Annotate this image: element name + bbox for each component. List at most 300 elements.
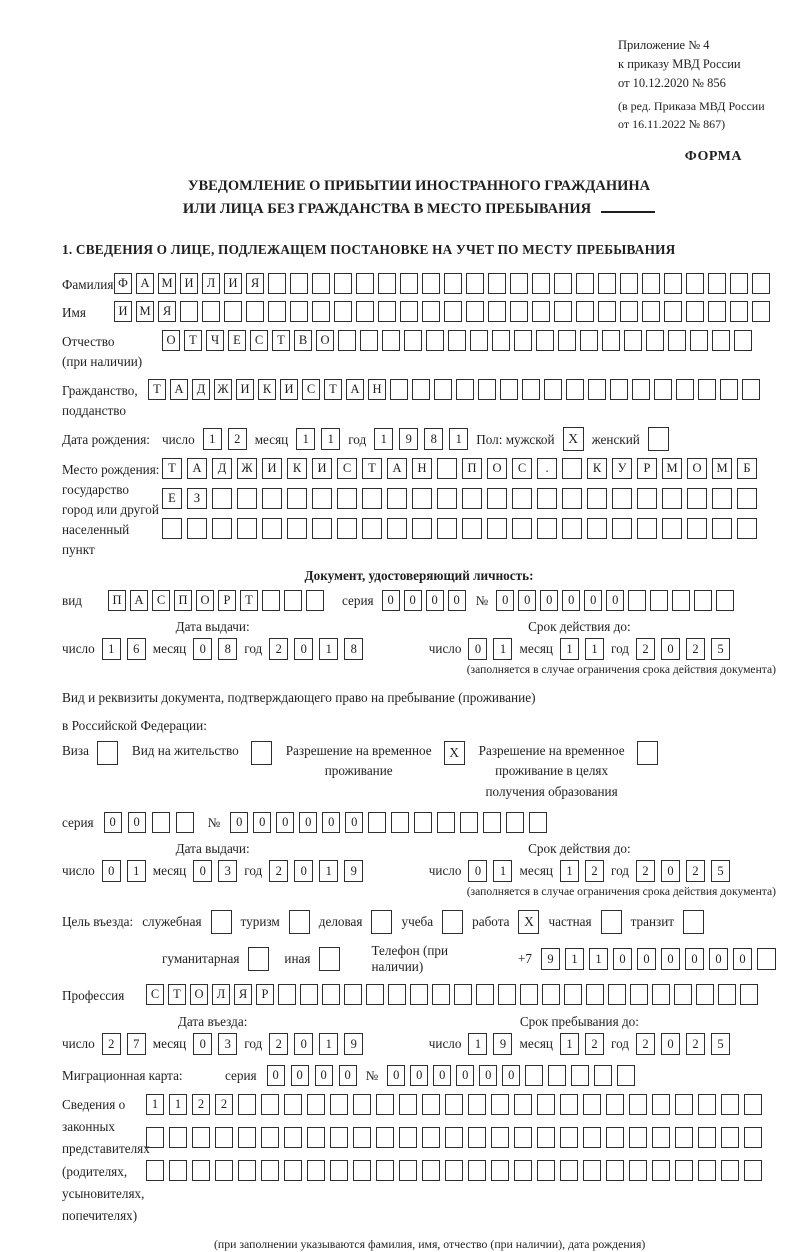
- form-cell[interactable]: [548, 1065, 566, 1086]
- form-cell[interactable]: 0: [448, 590, 466, 611]
- form-cell[interactable]: [510, 301, 528, 322]
- form-cell[interactable]: [744, 1127, 762, 1148]
- form-cell[interactable]: [362, 488, 382, 509]
- purpose-tourism-checkbox[interactable]: [289, 910, 310, 934]
- form-cell[interactable]: [562, 488, 582, 509]
- form-cell[interactable]: [740, 984, 758, 1005]
- form-cell[interactable]: [434, 379, 452, 400]
- form-cell[interactable]: [334, 301, 352, 322]
- form-cell[interactable]: [675, 1160, 693, 1181]
- form-cell[interactable]: [444, 273, 462, 294]
- form-cell[interactable]: [488, 301, 506, 322]
- form-cell[interactable]: [404, 330, 422, 351]
- form-cell[interactable]: [437, 812, 455, 833]
- form-cell[interactable]: [610, 379, 628, 400]
- form-cell[interactable]: [437, 458, 457, 479]
- form-cell[interactable]: [696, 984, 714, 1005]
- form-cell[interactable]: Ж: [237, 458, 257, 479]
- form-cell[interactable]: 2: [636, 860, 655, 882]
- form-cell[interactable]: И: [114, 301, 132, 322]
- form-cell[interactable]: [721, 1094, 739, 1115]
- form-cell[interactable]: 0: [502, 1065, 520, 1086]
- form-cell[interactable]: [169, 1160, 187, 1181]
- form-cell[interactable]: [537, 488, 557, 509]
- form-cell[interactable]: [456, 379, 474, 400]
- form-cell[interactable]: [675, 1094, 693, 1115]
- form-cell[interactable]: [730, 273, 748, 294]
- form-cell[interactable]: [412, 518, 432, 539]
- form-cell[interactable]: 0: [433, 1065, 451, 1086]
- form-cell[interactable]: [237, 488, 257, 509]
- form-cell[interactable]: [290, 301, 308, 322]
- form-cell[interactable]: К: [258, 379, 276, 400]
- form-cell[interactable]: 2: [585, 1033, 604, 1055]
- form-cell[interactable]: [652, 1094, 670, 1115]
- form-cell[interactable]: 0: [253, 812, 271, 833]
- form-cell[interactable]: А: [387, 458, 407, 479]
- form-cell[interactable]: О: [687, 458, 707, 479]
- form-cell[interactable]: 0: [468, 860, 487, 882]
- form-cell[interactable]: [432, 984, 450, 1005]
- form-cell[interactable]: А: [170, 379, 188, 400]
- form-cell[interactable]: 0: [230, 812, 248, 833]
- form-cell[interactable]: А: [136, 273, 154, 294]
- form-cell[interactable]: [422, 301, 440, 322]
- purpose-official-checkbox[interactable]: [211, 910, 232, 934]
- form-cell[interactable]: 1: [560, 1033, 579, 1055]
- form-cell[interactable]: [514, 1094, 532, 1115]
- form-cell[interactable]: [537, 1160, 555, 1181]
- form-cell[interactable]: [391, 812, 409, 833]
- form-cell[interactable]: 0: [496, 590, 514, 611]
- form-cell[interactable]: [202, 301, 220, 322]
- form-cell[interactable]: 1: [169, 1094, 187, 1115]
- form-cell[interactable]: [674, 984, 692, 1005]
- form-cell[interactable]: [698, 1094, 716, 1115]
- form-cell[interactable]: [312, 488, 332, 509]
- form-cell[interactable]: [444, 301, 462, 322]
- form-cell[interactable]: 3: [218, 860, 237, 882]
- form-cell[interactable]: [537, 1094, 555, 1115]
- form-cell[interactable]: [744, 1094, 762, 1115]
- form-cell[interactable]: 5: [711, 860, 730, 882]
- form-cell[interactable]: [514, 330, 532, 351]
- form-cell[interactable]: Д: [192, 379, 210, 400]
- form-cell[interactable]: 0: [339, 1065, 357, 1086]
- form-cell[interactable]: [192, 1127, 210, 1148]
- form-cell[interactable]: [664, 301, 682, 322]
- form-cell[interactable]: [580, 330, 598, 351]
- form-cell[interactable]: [606, 1160, 624, 1181]
- form-cell[interactable]: [400, 273, 418, 294]
- form-cell[interactable]: [246, 301, 264, 322]
- form-cell[interactable]: [376, 1094, 394, 1115]
- form-cell[interactable]: [525, 1065, 543, 1086]
- form-cell[interactable]: 8: [218, 638, 237, 660]
- form-cell[interactable]: А: [346, 379, 364, 400]
- form-cell[interactable]: Т: [240, 590, 258, 611]
- form-cell[interactable]: [290, 273, 308, 294]
- form-cell[interactable]: [564, 984, 582, 1005]
- form-cell[interactable]: 0: [606, 590, 624, 611]
- form-cell[interactable]: 0: [410, 1065, 428, 1086]
- form-cell[interactable]: [212, 488, 232, 509]
- form-cell[interactable]: [344, 984, 362, 1005]
- form-cell[interactable]: [576, 273, 594, 294]
- form-cell[interactable]: [566, 379, 584, 400]
- form-cell[interactable]: [410, 984, 428, 1005]
- form-cell[interactable]: [558, 330, 576, 351]
- form-cell[interactable]: [560, 1127, 578, 1148]
- form-cell[interactable]: О: [162, 330, 180, 351]
- form-cell[interactable]: [492, 330, 510, 351]
- form-cell[interactable]: 0: [294, 860, 313, 882]
- form-cell[interactable]: 1: [560, 860, 579, 882]
- form-cell[interactable]: И: [236, 379, 254, 400]
- form-cell[interactable]: 8: [344, 638, 363, 660]
- form-cell[interactable]: [612, 488, 632, 509]
- form-cell[interactable]: [399, 1094, 417, 1115]
- form-cell[interactable]: [491, 1094, 509, 1115]
- form-cell[interactable]: [422, 1094, 440, 1115]
- form-cell[interactable]: 0: [315, 1065, 333, 1086]
- form-cell[interactable]: [730, 301, 748, 322]
- form-cell[interactable]: И: [180, 273, 198, 294]
- form-cell[interactable]: [629, 1094, 647, 1115]
- form-cell[interactable]: [712, 330, 730, 351]
- form-cell[interactable]: [690, 330, 708, 351]
- form-cell[interactable]: 1: [319, 860, 338, 882]
- form-cell[interactable]: [307, 1127, 325, 1148]
- form-cell[interactable]: [576, 301, 594, 322]
- form-cell[interactable]: [312, 301, 330, 322]
- form-cell[interactable]: [262, 518, 282, 539]
- form-cell[interactable]: М: [662, 458, 682, 479]
- form-cell[interactable]: [238, 1094, 256, 1115]
- form-cell[interactable]: Т: [362, 458, 382, 479]
- form-cell[interactable]: [672, 590, 690, 611]
- form-cell[interactable]: [520, 984, 538, 1005]
- form-cell[interactable]: [460, 812, 478, 833]
- form-cell[interactable]: 0: [322, 812, 340, 833]
- form-cell[interactable]: [506, 812, 524, 833]
- form-cell[interactable]: 0: [733, 948, 752, 970]
- form-cell[interactable]: А: [187, 458, 207, 479]
- form-cell[interactable]: [737, 518, 757, 539]
- form-cell[interactable]: [261, 1127, 279, 1148]
- form-cell[interactable]: [262, 590, 280, 611]
- form-cell[interactable]: 0: [193, 860, 212, 882]
- form-cell[interactable]: 1: [468, 1033, 487, 1055]
- form-cell[interactable]: 9: [344, 1033, 363, 1055]
- form-cell[interactable]: [721, 1127, 739, 1148]
- form-cell[interactable]: 9: [399, 428, 418, 450]
- purpose-work-checkbox[interactable]: X: [518, 910, 539, 934]
- form-cell[interactable]: [712, 488, 732, 509]
- purpose-private-checkbox[interactable]: [601, 910, 622, 934]
- form-cell[interactable]: [338, 330, 356, 351]
- form-cell[interactable]: [687, 488, 707, 509]
- form-cell[interactable]: В: [294, 330, 312, 351]
- form-cell[interactable]: [146, 1160, 164, 1181]
- form-cell[interactable]: К: [587, 458, 607, 479]
- form-cell[interactable]: [312, 273, 330, 294]
- temporary-residence-education-checkbox[interactable]: [637, 741, 658, 765]
- form-cell[interactable]: И: [262, 458, 282, 479]
- form-cell[interactable]: [752, 273, 770, 294]
- form-cell[interactable]: 1: [493, 860, 512, 882]
- sex-male-checkbox[interactable]: X: [563, 427, 584, 451]
- form-cell[interactable]: [617, 1065, 635, 1086]
- form-cell[interactable]: [146, 1127, 164, 1148]
- form-cell[interactable]: [642, 301, 660, 322]
- form-cell[interactable]: 2: [269, 860, 288, 882]
- form-cell[interactable]: [554, 273, 572, 294]
- form-cell[interactable]: 1: [127, 860, 146, 882]
- form-cell[interactable]: [718, 984, 736, 1005]
- form-cell[interactable]: 0: [540, 590, 558, 611]
- form-cell[interactable]: [560, 1160, 578, 1181]
- form-cell[interactable]: [583, 1127, 601, 1148]
- form-cell[interactable]: [602, 330, 620, 351]
- form-cell[interactable]: 0: [613, 948, 632, 970]
- form-cell[interactable]: Б: [737, 458, 757, 479]
- form-cell[interactable]: [483, 812, 501, 833]
- form-cell[interactable]: 0: [637, 948, 656, 970]
- form-cell[interactable]: 0: [299, 812, 317, 833]
- form-cell[interactable]: [353, 1127, 371, 1148]
- form-cell[interactable]: [587, 488, 607, 509]
- form-cell[interactable]: [536, 330, 554, 351]
- form-cell[interactable]: [426, 330, 444, 351]
- form-cell[interactable]: М: [136, 301, 154, 322]
- purpose-transit-checkbox[interactable]: [683, 910, 704, 934]
- form-cell[interactable]: 0: [518, 590, 536, 611]
- form-cell[interactable]: Т: [272, 330, 290, 351]
- form-cell[interactable]: [686, 301, 704, 322]
- form-cell[interactable]: [637, 488, 657, 509]
- form-cell[interactable]: 3: [218, 1033, 237, 1055]
- form-cell[interactable]: [652, 984, 670, 1005]
- form-cell[interactable]: [284, 1094, 302, 1115]
- form-cell[interactable]: [583, 1160, 601, 1181]
- form-cell[interactable]: [238, 1127, 256, 1148]
- form-cell[interactable]: [268, 301, 286, 322]
- form-cell[interactable]: 8: [424, 428, 443, 450]
- form-cell[interactable]: [752, 301, 770, 322]
- form-cell[interactable]: [466, 301, 484, 322]
- form-cell[interactable]: [278, 984, 296, 1005]
- form-cell[interactable]: [488, 273, 506, 294]
- residence-permit-checkbox[interactable]: [251, 741, 272, 765]
- form-cell[interactable]: [630, 984, 648, 1005]
- form-cell[interactable]: [646, 330, 664, 351]
- form-cell[interactable]: Ф: [114, 273, 132, 294]
- form-cell[interactable]: О: [487, 458, 507, 479]
- form-cell[interactable]: [628, 590, 646, 611]
- form-cell[interactable]: 0: [267, 1065, 285, 1086]
- form-cell[interactable]: 9: [541, 948, 560, 970]
- form-cell[interactable]: [712, 518, 732, 539]
- form-cell[interactable]: 0: [661, 860, 680, 882]
- form-cell[interactable]: [387, 518, 407, 539]
- form-cell[interactable]: [720, 379, 738, 400]
- form-cell[interactable]: [583, 1094, 601, 1115]
- form-cell[interactable]: [654, 379, 672, 400]
- form-cell[interactable]: [360, 330, 378, 351]
- form-cell[interactable]: [152, 812, 170, 833]
- form-cell[interactable]: [588, 379, 606, 400]
- form-cell[interactable]: [542, 984, 560, 1005]
- form-cell[interactable]: 2: [636, 638, 655, 660]
- form-cell[interactable]: [284, 1160, 302, 1181]
- form-cell[interactable]: 0: [128, 812, 146, 833]
- form-cell[interactable]: 1: [585, 638, 604, 660]
- form-cell[interactable]: [437, 488, 457, 509]
- form-cell[interactable]: 1: [374, 428, 393, 450]
- form-cell[interactable]: [498, 984, 516, 1005]
- form-cell[interactable]: 0: [387, 1065, 405, 1086]
- form-cell[interactable]: 0: [294, 1033, 313, 1055]
- form-cell[interactable]: 0: [382, 590, 400, 611]
- form-cell[interactable]: 1: [319, 1033, 338, 1055]
- form-cell[interactable]: 0: [104, 812, 122, 833]
- form-cell[interactable]: [238, 1160, 256, 1181]
- form-cell[interactable]: [487, 488, 507, 509]
- form-cell[interactable]: 1: [560, 638, 579, 660]
- form-cell[interactable]: 2: [192, 1094, 210, 1115]
- form-cell[interactable]: [176, 812, 194, 833]
- form-cell[interactable]: [612, 518, 632, 539]
- form-cell[interactable]: [687, 518, 707, 539]
- form-cell[interactable]: 1: [146, 1094, 164, 1115]
- form-cell[interactable]: О: [190, 984, 208, 1005]
- form-cell[interactable]: 2: [269, 638, 288, 660]
- form-cell[interactable]: [562, 458, 582, 479]
- form-cell[interactable]: О: [316, 330, 334, 351]
- form-cell[interactable]: М: [158, 273, 176, 294]
- form-cell[interactable]: 0: [426, 590, 444, 611]
- form-cell[interactable]: [476, 984, 494, 1005]
- form-cell[interactable]: [353, 1094, 371, 1115]
- form-cell[interactable]: Л: [202, 273, 220, 294]
- form-cell[interactable]: [378, 301, 396, 322]
- form-cell[interactable]: [620, 301, 638, 322]
- form-cell[interactable]: Н: [368, 379, 386, 400]
- form-cell[interactable]: 0: [294, 638, 313, 660]
- form-cell[interactable]: [664, 273, 682, 294]
- form-cell[interactable]: Р: [637, 458, 657, 479]
- form-cell[interactable]: [598, 301, 616, 322]
- form-cell[interactable]: [180, 301, 198, 322]
- form-cell[interactable]: [422, 1160, 440, 1181]
- form-cell[interactable]: 9: [493, 1033, 512, 1055]
- form-cell[interactable]: [598, 273, 616, 294]
- form-cell[interactable]: 2: [686, 860, 705, 882]
- form-cell[interactable]: [330, 1094, 348, 1115]
- form-cell[interactable]: [376, 1160, 394, 1181]
- form-cell[interactable]: Я: [158, 301, 176, 322]
- form-cell[interactable]: [368, 812, 386, 833]
- form-cell[interactable]: [512, 488, 532, 509]
- form-cell[interactable]: 1: [203, 428, 222, 450]
- form-cell[interactable]: [698, 1127, 716, 1148]
- form-cell[interactable]: Т: [148, 379, 166, 400]
- form-cell[interactable]: [742, 379, 760, 400]
- form-cell[interactable]: 1: [493, 638, 512, 660]
- form-cell[interactable]: [632, 379, 650, 400]
- form-cell[interactable]: [668, 330, 686, 351]
- form-cell[interactable]: 0: [345, 812, 363, 833]
- form-cell[interactable]: [399, 1127, 417, 1148]
- form-cell[interactable]: 0: [584, 590, 602, 611]
- form-cell[interactable]: [522, 379, 540, 400]
- form-cell[interactable]: 0: [102, 860, 121, 882]
- form-cell[interactable]: [698, 379, 716, 400]
- form-cell[interactable]: [330, 1127, 348, 1148]
- form-cell[interactable]: 5: [711, 638, 730, 660]
- form-cell[interactable]: 9: [344, 860, 363, 882]
- form-cell[interactable]: [512, 518, 532, 539]
- form-cell[interactable]: И: [312, 458, 332, 479]
- form-cell[interactable]: [445, 1160, 463, 1181]
- form-cell[interactable]: [721, 1160, 739, 1181]
- form-cell[interactable]: [571, 1065, 589, 1086]
- form-cell[interactable]: [514, 1160, 532, 1181]
- form-cell[interactable]: 0: [685, 948, 704, 970]
- form-cell[interactable]: Т: [184, 330, 202, 351]
- form-cell[interactable]: [312, 518, 332, 539]
- form-cell[interactable]: Т: [168, 984, 186, 1005]
- form-cell[interactable]: [487, 518, 507, 539]
- form-cell[interactable]: 0: [276, 812, 294, 833]
- form-cell[interactable]: [307, 1160, 325, 1181]
- form-cell[interactable]: [624, 330, 642, 351]
- form-cell[interactable]: [470, 330, 488, 351]
- form-cell[interactable]: .: [537, 458, 557, 479]
- form-cell[interactable]: С: [152, 590, 170, 611]
- form-cell[interactable]: [650, 590, 668, 611]
- form-cell[interactable]: [652, 1160, 670, 1181]
- form-cell[interactable]: 1: [319, 638, 338, 660]
- form-cell[interactable]: О: [196, 590, 214, 611]
- form-cell[interactable]: [676, 379, 694, 400]
- form-cell[interactable]: Л: [212, 984, 230, 1005]
- form-cell[interactable]: [532, 273, 550, 294]
- form-cell[interactable]: [387, 488, 407, 509]
- form-cell[interactable]: [390, 379, 408, 400]
- sex-female-checkbox[interactable]: [648, 427, 669, 451]
- form-cell[interactable]: [445, 1127, 463, 1148]
- form-cell[interactable]: [468, 1094, 486, 1115]
- form-cell[interactable]: [448, 330, 466, 351]
- form-cell[interactable]: [437, 518, 457, 539]
- form-cell[interactable]: 2: [686, 1033, 705, 1055]
- form-cell[interactable]: З: [187, 488, 207, 509]
- form-cell[interactable]: [300, 984, 318, 1005]
- form-cell[interactable]: [262, 488, 282, 509]
- form-cell[interactable]: [586, 984, 604, 1005]
- form-cell[interactable]: [284, 590, 302, 611]
- form-cell[interactable]: 6: [127, 638, 146, 660]
- form-cell[interactable]: Ч: [206, 330, 224, 351]
- form-cell[interactable]: [388, 984, 406, 1005]
- form-cell[interactable]: [587, 518, 607, 539]
- form-cell[interactable]: [356, 273, 374, 294]
- form-cell[interactable]: 0: [291, 1065, 309, 1086]
- form-cell[interactable]: А: [130, 590, 148, 611]
- form-cell[interactable]: Я: [246, 273, 264, 294]
